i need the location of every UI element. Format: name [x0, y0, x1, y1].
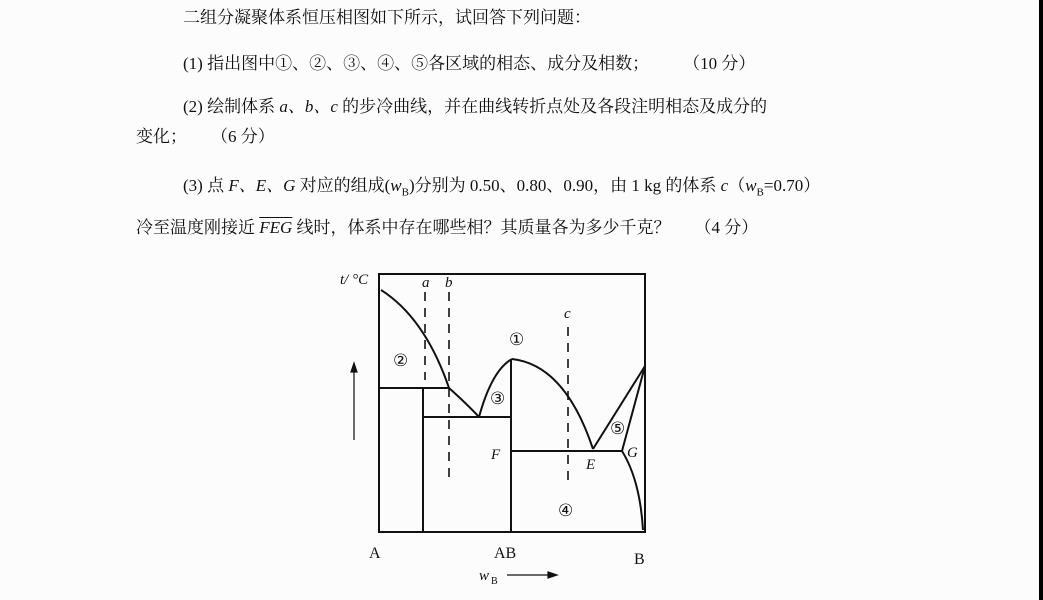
question-2-vars: a、b、c [279, 97, 338, 116]
question-1-points: （10 分） [683, 54, 756, 73]
q3-wb2: w [745, 176, 757, 195]
point-f: F [491, 447, 501, 463]
label-a: a [422, 275, 430, 291]
q3-line2-b: 线时，体系中存在哪些相？其质量各为多少千克？ [292, 218, 671, 237]
q3-wb2-sub: B [756, 186, 764, 199]
question-2-text-c: 变化； [136, 127, 187, 146]
region-1: ① [509, 330, 525, 349]
q3-points-name: F、E、G [228, 176, 296, 195]
point-g: G [627, 445, 638, 461]
x-axis-label: w [479, 568, 490, 584]
q3-c: c [720, 176, 729, 195]
question-3-points: （4 分） [694, 218, 759, 237]
x-axis-sub: B [491, 576, 498, 587]
tick-ab: AB [494, 545, 517, 562]
question-2-points: （6 分） [211, 127, 275, 146]
y-axis-label: t/ °C [340, 272, 369, 288]
point-e: E [586, 457, 596, 473]
question-2-text-b: 的步冷曲线，并在曲线转折点处及各段注明相态及成分的 [337, 97, 768, 116]
tick-a: A [369, 545, 381, 562]
label-c: c [564, 306, 571, 322]
solvus-g [622, 451, 643, 530]
scan-edge [1039, 0, 1043, 600]
label-b: b [445, 275, 453, 291]
intro-text: 二组分凝聚体系恒压相图如下所示，试回答下列问题： [183, 8, 591, 27]
q3-line2-a: 冷至温度刚接近 [136, 218, 260, 237]
question-1-text: (1) 指出图中①、②、③、④、⑤各区域的相态、成分及相数； [183, 54, 650, 73]
region-4: ④ [558, 501, 574, 520]
q3-text-b: 对应的组成( [295, 176, 391, 195]
region-3: ③ [490, 389, 506, 408]
q3-text-e: =0.70） [763, 176, 821, 195]
question-2-text: (2) 绘制体系 [183, 97, 280, 116]
q3-line-name: $\overline{FEG}$ [259, 218, 293, 237]
liquidus-ab-left [479, 359, 512, 417]
solidus-g [622, 366, 645, 451]
tick-b: B [634, 551, 645, 568]
region-5: ⑤ [610, 419, 626, 438]
liquidus-ab-right [512, 359, 593, 449]
q3-wb: w [390, 176, 402, 195]
region-2: ② [393, 351, 409, 370]
q3-text-d: （ [728, 176, 746, 195]
q3-wb-sub: B [401, 186, 409, 199]
q3-text-c: )分别为 0.50、0.80、0.90，由 1 kg 的体系 [408, 176, 721, 195]
q3-text-a: (3) 点 [183, 176, 229, 195]
